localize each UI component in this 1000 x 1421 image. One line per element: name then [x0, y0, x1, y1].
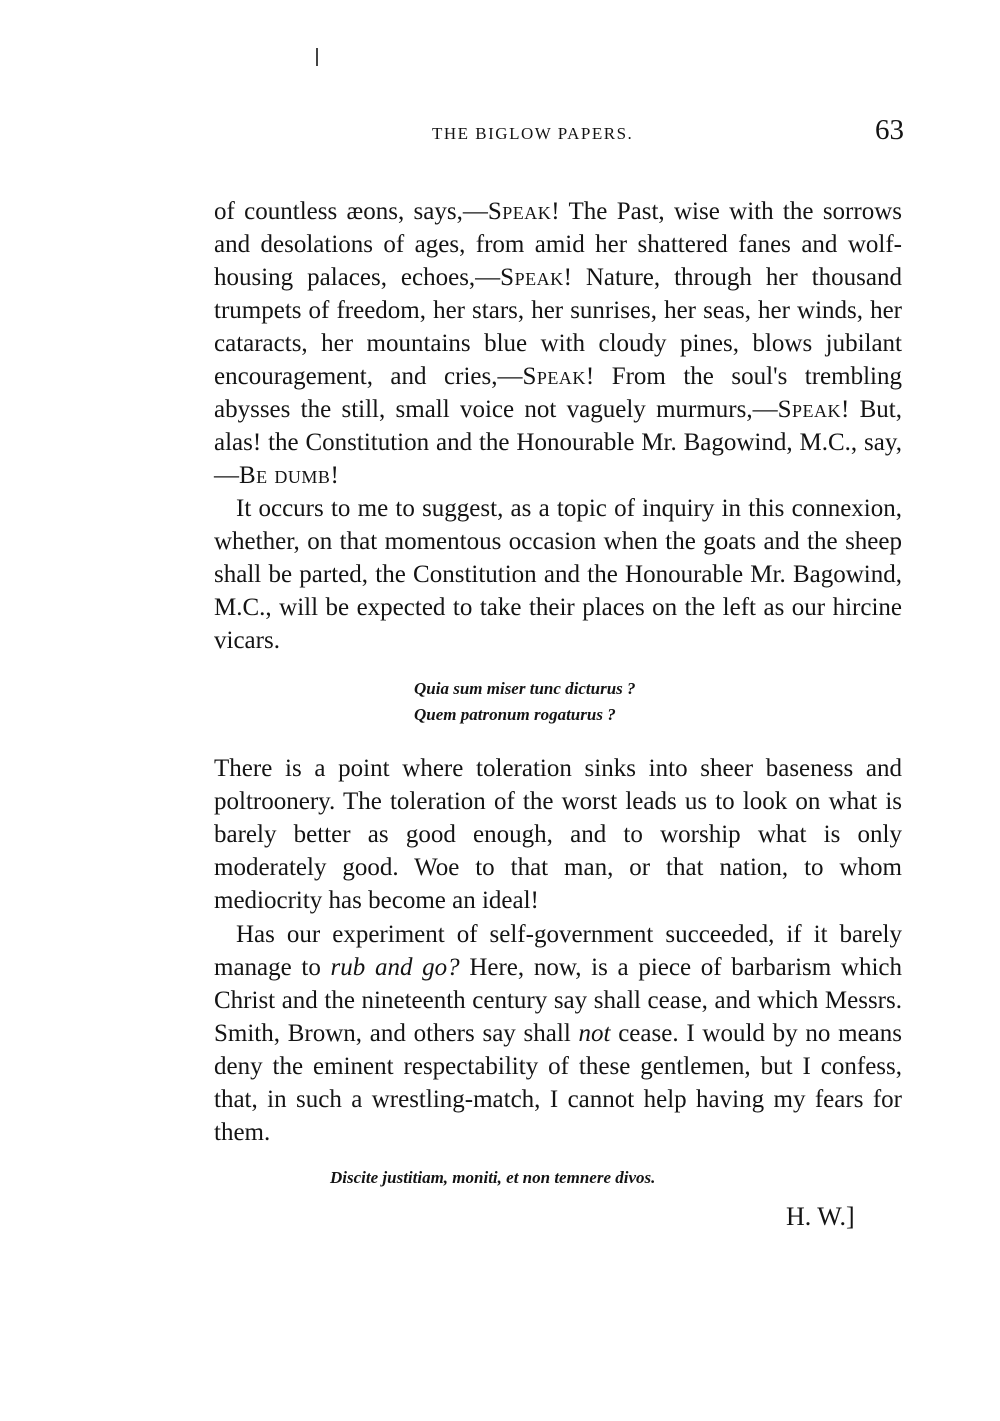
smallcaps-run: Speak — [522, 363, 586, 390]
italic-run: rub and go? — [330, 954, 460, 981]
text-run: cease. I would by no means deny the eminent respectability of these gentlemen, but I confess, that, in such a wrestling-match, I cannot help having my fears for them. — [214, 1020, 903, 1146]
smallcaps-run: Speak — [500, 264, 564, 291]
running-title: THE BIGLOW PAPERS. — [432, 124, 634, 143]
latin-quote — [414, 676, 636, 728]
italic-run: not — [578, 1020, 611, 1047]
page-header — [214, 112, 904, 152]
text-run: Here, now, is a piece of barbarism which Christ and the nineteenth century say shall cease, and which Messrs. Smith, Brown, and others say shall — [214, 954, 902, 1047]
text-run: of countless æons, says,— — [214, 198, 488, 225]
quote-line-2: Quem patronum rogaturus ? — [414, 705, 616, 724]
text-run: ! The Past, wise with the sorrows and desolations of ages, from amid her shattered fanes and wolf-housing palaces, echoes,— — [214, 198, 902, 291]
text-run: ! — [330, 462, 339, 489]
page-number: 63 — [875, 114, 904, 146]
smallcaps-run: Speak — [487, 198, 552, 225]
margin-mark — [316, 48, 318, 66]
smallcaps-run: Speak — [777, 396, 842, 423]
signature: H. W.] — [786, 1202, 855, 1231]
paragraph-1 — [214, 195, 902, 492]
quote-line-1: Quia sum miser tunc dicturus ? — [414, 679, 636, 698]
text-run: Has our experiment of self-government succeeded, if it barely manage to — [214, 921, 902, 981]
latin-motto: Discite justitiam, moniti, et non temnere divos. — [330, 1168, 656, 1187]
paragraph-3: There is a point where toleration sinks into sheer baseness and poltroonery. The toleration of the worst leads us to look on what is barely better as good enough, and to worship what is only moderately good. Woe to that man, or that nation, to whom mediocrity has become an ideal! — [214, 755, 902, 914]
text-run: ! From the soul's trembling abysses the still, small voice not vaguely murmurs,— — [214, 363, 902, 423]
paragraph-4 — [214, 918, 902, 1149]
smallcaps-run: Be dumb — [239, 462, 331, 489]
paragraph-2: It occurs to me to suggest, as a topic of inquiry in this connexion, whether, on that momentous occasion when the goats and the sheep shall be parted, the Constitution and the Honourable Mr. Bagowind, M.C., will be expected to take their places on the left as our hircine vicars. — [214, 495, 902, 654]
text-run: ! But, alas! the Constitution and the Honourable Mr. Bagowind, M.C., say,— — [214, 396, 902, 489]
text-run: ! Nature, through her thousand trumpets of freedom, her stars, her sunrises, her seas, her winds, her cataracts, her mountains blue with cloudy pines, blows jubilant encouragement, and cries,— — [214, 264, 902, 390]
